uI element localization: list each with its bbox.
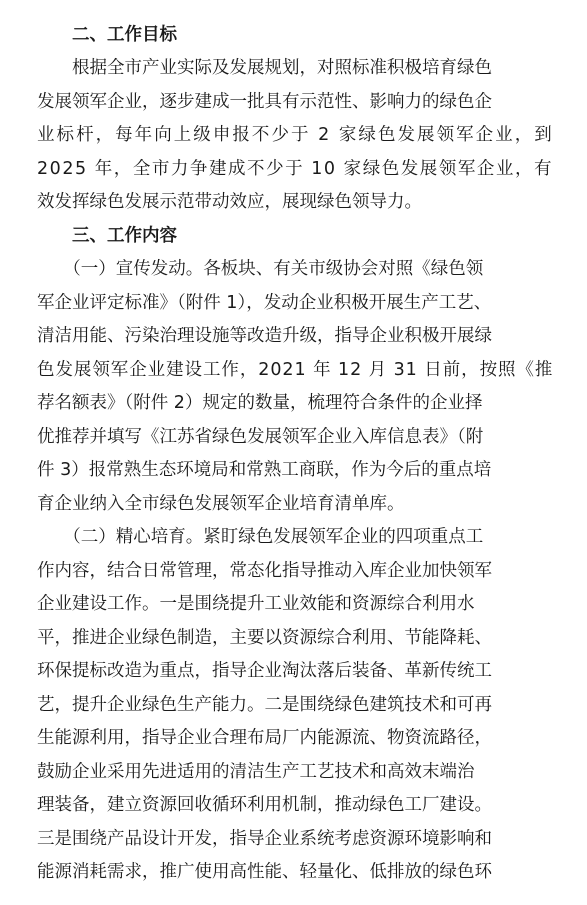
section-heading-goals: 二、工作目标 [37,25,177,45]
paragraph-line: 发展领军企业，逐步建成一批具有示范性、影响力的绿色企 [37,92,492,112]
paragraph-line: 三是围绕产品设计开发，指导企业系统考虑资源环境影响和 [37,829,492,849]
paragraph-line: 能源消耗需求，推广使用高性能、轻量化、低排放的绿色环 [37,862,492,882]
paragraph-line: 优推荐并填写《江苏省绿色发展领军企业入库信息表》（附 [37,427,484,447]
paragraph-line: （一）宣传发动。各板块、有关市级协会对照《绿色领 [37,259,484,279]
paragraph-line: 清洁用能、污染治理设施等改造升级，指导企业积极开展绿 [37,326,492,346]
paragraph-line: 育企业纳入全市绿色发展领军企业培育清单库。 [37,494,405,514]
paragraph-line: 鼓励企业采用先进适用的清洁生产工艺技术和高效末端治 [37,762,475,782]
paragraph-line: 环保提标改造为重点，指导企业淘汰落后装备、革新传统工 [37,661,492,681]
paragraph-line: 生能源利用，指导企业合理布局厂内能源流、物资流路径， [37,728,492,748]
paragraph-line: 作内容，结合日常管理，常态化指导推动入库企业加快领军 [37,561,492,581]
paragraph-line: 理装备，建立资源回收循环利用机制，推动绿色工厂建设。 [37,795,492,815]
paragraph-line: 军企业评定标准》（附件 1），发动企业积极开展生产工艺、 [37,293,492,313]
paragraph-line: 平，推进企业绿色制造，主要以资源综合利用、节能降耗、 [37,628,492,648]
paragraph-line: 效发挥绿色发展示范带动效应，展现绿色领导力。 [37,192,422,212]
paragraph-line: 企业建设工作。一是围绕提升工业效能和资源综合利用水 [37,594,475,614]
paragraph-line: 件 3）报常熟生态环境局和常熟工商联，作为今后的重点培 [37,460,492,480]
paragraph-line: （二）精心培育。紧盯绿色发展领军企业的四项重点工 [37,527,484,547]
section-heading-content: 三、工作内容 [37,226,177,246]
paragraph-line: 业标杆，每年向上级申报不少于 2 家绿色发展领军企业，到 [37,125,554,145]
paragraph-line: 根据全市产业实际及发展规划，对照标准积极培育绿色 [37,58,492,78]
paragraph-line: 艺，提升企业绿色生产能力。二是围绕绿色建筑技术和可再 [37,695,492,715]
paragraph-line: 色发展领军企业建设工作，2021 年 12 月 31 日前，按照《推 [37,360,554,380]
paragraph-line: 2025 年，全市力争建成不少于 10 家绿色发展领军企业，有 [37,159,554,179]
paragraph-line: 荐名额表》（附件 2）规定的数量，梳理符合条件的企业择 [37,393,483,413]
